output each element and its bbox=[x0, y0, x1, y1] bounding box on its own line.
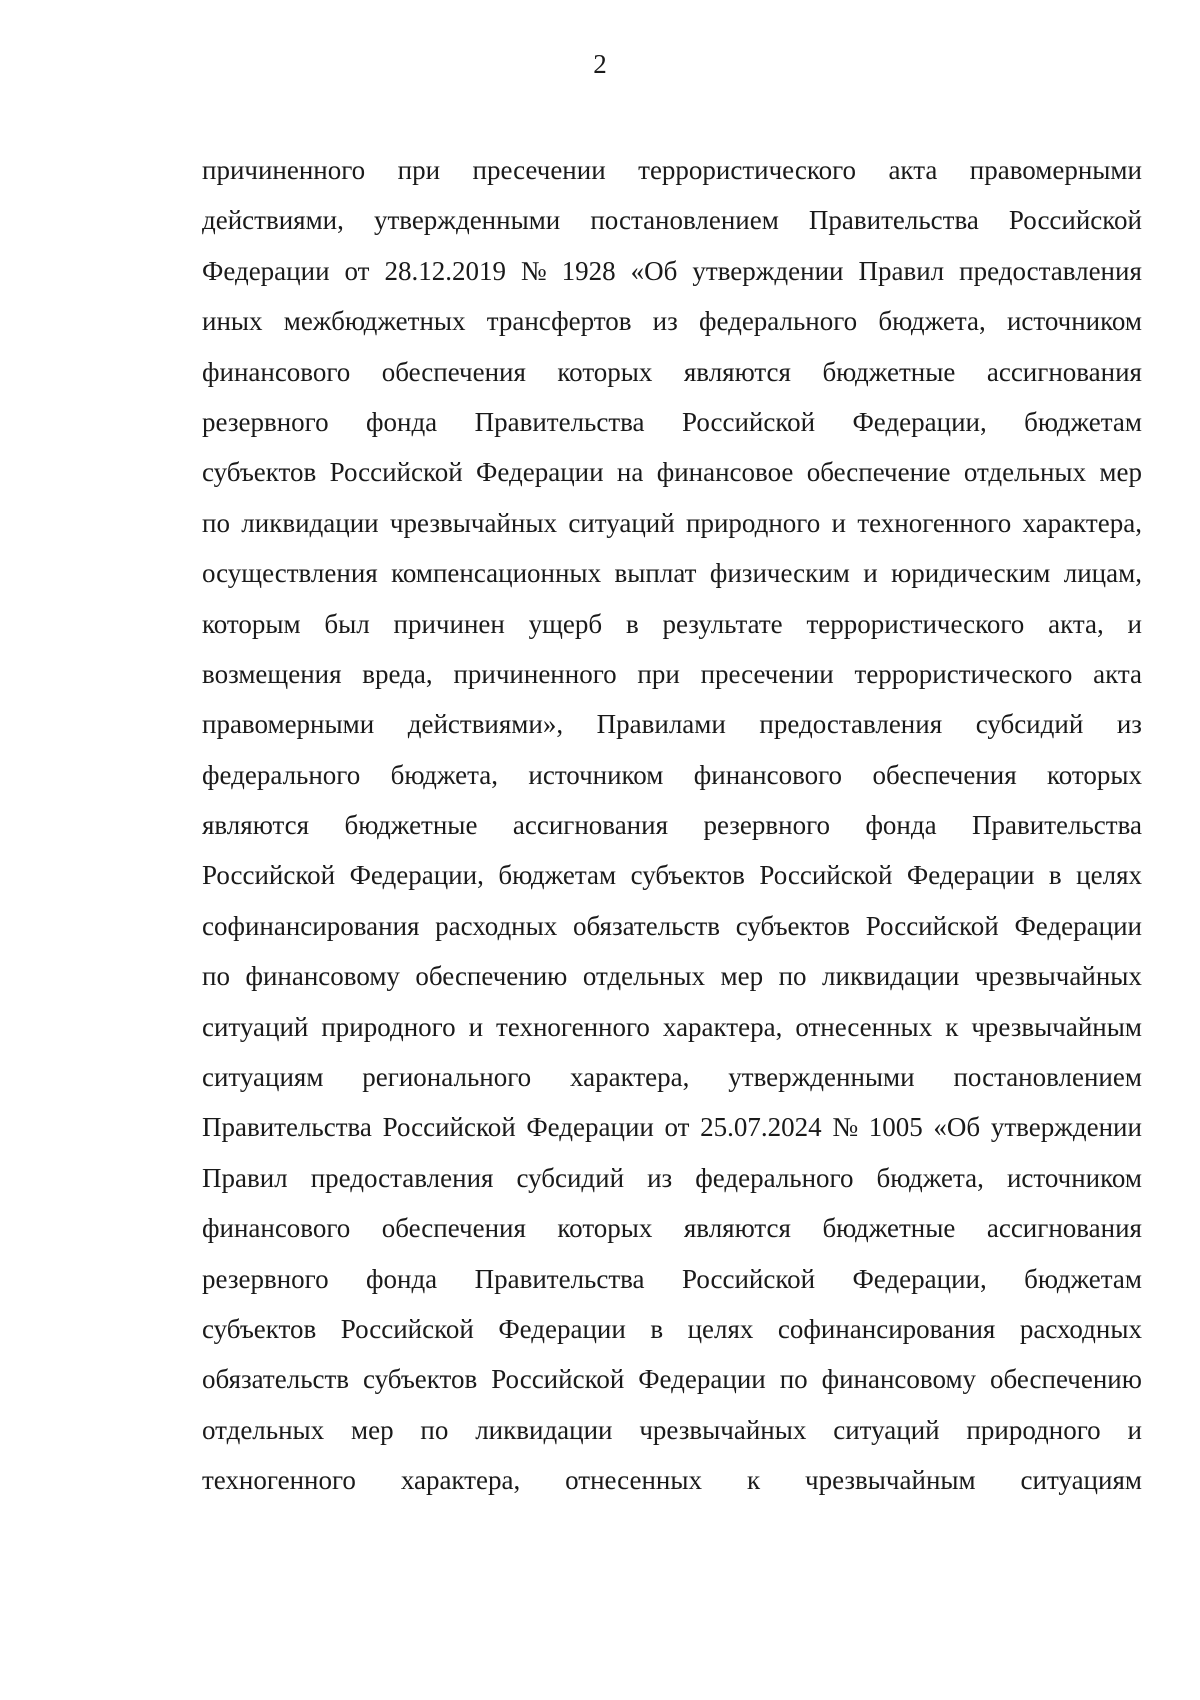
text-word: и bbox=[831, 507, 846, 538]
body-text bbox=[202, 145, 1142, 1506]
text-word: Правительства bbox=[474, 406, 645, 437]
text-word: субъектов bbox=[202, 1313, 317, 1344]
text-word: и bbox=[1127, 1414, 1142, 1445]
text-word: Правил bbox=[858, 255, 945, 286]
text-word: от bbox=[344, 255, 370, 286]
text-word: Правительства bbox=[202, 1112, 372, 1143]
text-word: действиями, bbox=[202, 205, 344, 236]
text-word: по bbox=[778, 961, 807, 992]
text-word: Федерации, bbox=[852, 1263, 987, 1294]
text-word: и bbox=[1127, 608, 1142, 639]
text-word: субсидий bbox=[516, 1162, 625, 1193]
text-word: Федерации, bbox=[349, 860, 484, 891]
page-number: 2 bbox=[593, 49, 607, 79]
text-line bbox=[202, 548, 1142, 598]
text-line bbox=[202, 850, 1142, 900]
text-word: источником bbox=[528, 759, 664, 790]
text-word: Российской bbox=[329, 457, 463, 488]
text-word: Российской bbox=[759, 860, 893, 891]
text-word: ассигнования bbox=[512, 810, 668, 841]
text-word: Российской bbox=[491, 1364, 625, 1395]
text-word: пресечении bbox=[472, 155, 606, 185]
text-word: финансовому bbox=[245, 961, 400, 992]
text-word: Российской bbox=[681, 406, 816, 437]
text-word: Правил bbox=[202, 1162, 288, 1193]
text-word: в bbox=[1048, 860, 1062, 891]
text-word: акта, bbox=[1048, 608, 1104, 639]
text-word: финансового bbox=[202, 356, 351, 387]
text-word: межбюджетных bbox=[283, 306, 466, 337]
text-word: источником bbox=[1006, 306, 1142, 337]
text-word: 25.07.2024 bbox=[700, 1112, 822, 1143]
text-line bbox=[202, 296, 1142, 346]
text-word: отдельных bbox=[202, 1414, 325, 1445]
text-word: предоставления bbox=[759, 709, 943, 740]
text-word: в bbox=[625, 608, 639, 639]
text-word: причиненного bbox=[453, 658, 617, 689]
text-line bbox=[202, 498, 1142, 548]
text-word: Федерации bbox=[1014, 910, 1142, 941]
text-word: Правилами bbox=[596, 709, 726, 740]
text-word: акта bbox=[888, 155, 938, 185]
text-word: террористического bbox=[854, 658, 1073, 689]
text-word: Федерации bbox=[638, 1364, 766, 1395]
text-word: при bbox=[637, 658, 680, 689]
text-word: федерального bbox=[202, 759, 361, 790]
text-line bbox=[202, 800, 1142, 850]
text-word: и bbox=[863, 558, 878, 589]
text-word: Федерации bbox=[498, 1313, 626, 1344]
text-line bbox=[202, 145, 1142, 195]
text-word: правомерными bbox=[969, 155, 1142, 185]
text-word: «Об bbox=[933, 1112, 981, 1143]
text-word: характера, bbox=[1022, 507, 1142, 538]
text-word: ситуаций bbox=[833, 1414, 940, 1445]
text-word: чрезвычайным bbox=[804, 1465, 976, 1496]
text-word: осуществления bbox=[202, 558, 378, 589]
text-word: бюджетам bbox=[498, 860, 617, 891]
text-word: природного bbox=[686, 507, 821, 538]
text-word: ущерб bbox=[528, 608, 603, 639]
text-word: ассигнования bbox=[986, 356, 1142, 387]
text-line bbox=[202, 1405, 1142, 1455]
text-word: юридическим bbox=[891, 558, 1051, 589]
text-word: расходных bbox=[1019, 1313, 1142, 1344]
text-word: субъектов bbox=[202, 457, 317, 488]
text-word: обязательств bbox=[202, 1364, 350, 1395]
text-word: которых bbox=[557, 1213, 653, 1244]
text-word: источником bbox=[1006, 1162, 1142, 1193]
text-word: бюджетам bbox=[1024, 406, 1142, 437]
text-line bbox=[202, 1052, 1142, 1102]
text-word: акта bbox=[1093, 658, 1142, 689]
text-word: по bbox=[420, 1414, 449, 1445]
text-word: ликвидации bbox=[241, 507, 379, 538]
text-word: Федерации, bbox=[852, 406, 987, 437]
text-word: по bbox=[202, 961, 230, 992]
text-word: на bbox=[616, 457, 644, 488]
text-word: бюджета, bbox=[390, 759, 499, 790]
text-word: Правительства bbox=[808, 205, 979, 236]
text-word: фонда bbox=[366, 1263, 438, 1294]
text-word: мер bbox=[720, 961, 764, 992]
text-word: № bbox=[832, 1112, 859, 1143]
text-word: бюджета, bbox=[878, 306, 986, 337]
text-line bbox=[202, 750, 1142, 800]
text-word: 1928 bbox=[561, 255, 616, 286]
text-line bbox=[202, 1304, 1142, 1354]
text-word: обеспечения bbox=[381, 356, 526, 387]
text-word: 28.12.2019 bbox=[384, 255, 506, 286]
text-word: которым bbox=[202, 608, 301, 639]
text-word: предоставления bbox=[959, 255, 1142, 286]
text-word: по bbox=[779, 1364, 808, 1395]
text-word: являются bbox=[683, 1213, 791, 1244]
text-word: ситуаций bbox=[202, 1011, 309, 1042]
text-word: бюджета, bbox=[876, 1162, 984, 1193]
text-word: которых bbox=[557, 356, 653, 387]
text-word: утвержденными bbox=[728, 1062, 915, 1093]
text-word: утверждении bbox=[692, 255, 844, 286]
text-word: финансовому bbox=[821, 1364, 977, 1395]
text-word: причинен bbox=[393, 608, 505, 639]
text-word: ассигнования bbox=[986, 1213, 1142, 1244]
text-line bbox=[202, 195, 1142, 245]
text-word: бюджетные bbox=[344, 810, 478, 841]
text-word: которых bbox=[1047, 759, 1142, 790]
text-word: субсидий bbox=[975, 709, 1084, 740]
text-word: мер bbox=[1099, 457, 1142, 488]
text-word: бюджетные bbox=[822, 356, 956, 387]
text-word: ликвидации bbox=[475, 1414, 613, 1445]
text-word: отнесенных bbox=[565, 1465, 703, 1496]
text-line bbox=[202, 1354, 1142, 1404]
text-word: действиями», bbox=[407, 709, 564, 740]
text-word: Федерации bbox=[202, 255, 330, 286]
text-line bbox=[202, 1102, 1142, 1152]
text-word: софинансирования bbox=[777, 1313, 996, 1344]
text-line bbox=[202, 1153, 1142, 1203]
text-line bbox=[202, 699, 1142, 749]
text-word: от bbox=[664, 1112, 690, 1143]
text-word: возмещения bbox=[202, 658, 342, 689]
text-word: причиненного bbox=[202, 155, 366, 185]
text-word: постановлением bbox=[953, 1062, 1142, 1093]
text-line bbox=[202, 447, 1142, 497]
text-word: характера, bbox=[570, 1062, 690, 1093]
text-word: предоставления bbox=[310, 1162, 494, 1193]
text-word: обеспечению bbox=[990, 1364, 1142, 1395]
text-word: обеспечения bbox=[872, 759, 1017, 790]
text-word: резервного bbox=[202, 1263, 329, 1294]
text-word: фонда bbox=[366, 406, 438, 437]
text-word: компенсационных bbox=[391, 558, 602, 589]
text-word: чрезвычайным bbox=[971, 1011, 1142, 1042]
text-line bbox=[202, 901, 1142, 951]
text-word: целях bbox=[1076, 860, 1142, 891]
text-word: 1005 bbox=[868, 1112, 923, 1143]
text-word: чрезвычайных bbox=[639, 1414, 807, 1445]
text-word: Правительства bbox=[972, 810, 1142, 841]
text-word: пресечении bbox=[700, 658, 834, 689]
text-word: утвержденными bbox=[373, 205, 561, 236]
text-word: мер bbox=[351, 1414, 394, 1445]
text-word: субъектов bbox=[735, 910, 850, 941]
text-word: резервного bbox=[703, 810, 830, 841]
text-word: обеспечению bbox=[415, 961, 568, 992]
text-word: по bbox=[202, 507, 230, 538]
text-word: Федерации bbox=[906, 860, 1035, 891]
text-word: иных bbox=[202, 306, 263, 337]
text-line bbox=[202, 347, 1142, 397]
text-word: отдельных bbox=[963, 457, 1087, 488]
text-word: Федерации bbox=[526, 1112, 654, 1143]
text-word: результате bbox=[662, 608, 783, 639]
text-word: финансового bbox=[202, 1213, 351, 1244]
text-line bbox=[202, 1254, 1142, 1304]
text-word: фонда bbox=[865, 810, 937, 841]
text-word: ситуациям bbox=[202, 1062, 324, 1093]
text-word: отнесенных bbox=[795, 1011, 933, 1042]
text-line bbox=[202, 1203, 1142, 1253]
text-word: финансовое bbox=[656, 457, 794, 488]
text-word: целях bbox=[687, 1313, 754, 1344]
text-word: к bbox=[945, 1011, 959, 1042]
text-word: лицам, bbox=[1063, 558, 1142, 589]
text-line bbox=[202, 951, 1142, 1001]
text-word: чрезвычайных bbox=[389, 507, 557, 538]
text-word: «Об bbox=[630, 255, 678, 286]
text-word: природного bbox=[966, 1414, 1101, 1445]
text-word: Российской bbox=[1008, 205, 1142, 236]
text-word: федерального bbox=[695, 1162, 854, 1193]
text-word: и bbox=[468, 1011, 484, 1042]
text-word: характера, bbox=[662, 1011, 783, 1042]
text-word: постановлением bbox=[590, 205, 779, 236]
text-word: из bbox=[647, 1162, 673, 1193]
text-word: был bbox=[324, 608, 370, 639]
text-word: террористического bbox=[806, 608, 1025, 639]
text-word: обязательств bbox=[572, 910, 721, 941]
text-word: регионального bbox=[362, 1062, 532, 1093]
text-word: природного bbox=[321, 1011, 456, 1042]
text-word: чрезвычайных bbox=[974, 961, 1142, 992]
text-word: трансфертов bbox=[486, 306, 632, 337]
text-line bbox=[202, 397, 1142, 447]
text-word: техногенного bbox=[857, 507, 1012, 538]
text-word: являются bbox=[683, 356, 791, 387]
text-word: техногенного bbox=[496, 1011, 650, 1042]
text-word: субъектов bbox=[630, 860, 745, 891]
text-word: софинансирования bbox=[202, 910, 420, 941]
text-line bbox=[202, 1002, 1142, 1052]
text-word: физическим bbox=[709, 558, 850, 589]
text-word: Российской bbox=[865, 910, 999, 941]
text-word: бюджетные bbox=[822, 1213, 956, 1244]
text-word: Российской bbox=[340, 1313, 474, 1344]
text-word: из bbox=[652, 306, 678, 337]
text-word: расходных bbox=[435, 910, 558, 941]
text-word: обеспечение bbox=[806, 457, 951, 488]
text-word: обеспечения bbox=[381, 1213, 526, 1244]
text-word: ликвидации bbox=[822, 961, 960, 992]
text-word: ситуаций bbox=[568, 507, 675, 538]
text-word: утверждении bbox=[990, 1112, 1142, 1143]
text-line bbox=[202, 1455, 1142, 1505]
text-word: финансового bbox=[693, 759, 843, 790]
text-word: ситуациям bbox=[1020, 1465, 1142, 1496]
text-word: выплат bbox=[614, 558, 697, 589]
text-line bbox=[202, 649, 1142, 699]
text-word: характера, bbox=[400, 1465, 521, 1496]
text-word: отдельных bbox=[582, 961, 706, 992]
text-line bbox=[202, 246, 1142, 296]
text-word: вреда, bbox=[362, 658, 433, 689]
text-word: Федерации bbox=[476, 457, 604, 488]
text-word: федерального bbox=[698, 306, 858, 337]
text-word: резервного bbox=[202, 406, 329, 437]
text-word: в bbox=[650, 1313, 664, 1344]
text-word: к bbox=[746, 1465, 761, 1496]
text-word: Российской bbox=[382, 1112, 516, 1143]
text-word: при bbox=[397, 155, 441, 185]
text-word: Российской bbox=[681, 1263, 816, 1294]
text-word: техногенного bbox=[202, 1465, 356, 1496]
text-word: из bbox=[1116, 709, 1142, 740]
text-word: Правительства bbox=[474, 1263, 645, 1294]
text-word: правомерными bbox=[202, 709, 375, 740]
text-word: являются bbox=[202, 810, 310, 841]
text-word: террористического bbox=[638, 155, 856, 185]
text-word: бюджетам bbox=[1024, 1263, 1142, 1294]
text-word: Российской bbox=[202, 860, 336, 891]
text-line bbox=[202, 599, 1142, 649]
text-word: № bbox=[520, 255, 547, 286]
text-word: субъектов bbox=[363, 1364, 478, 1395]
